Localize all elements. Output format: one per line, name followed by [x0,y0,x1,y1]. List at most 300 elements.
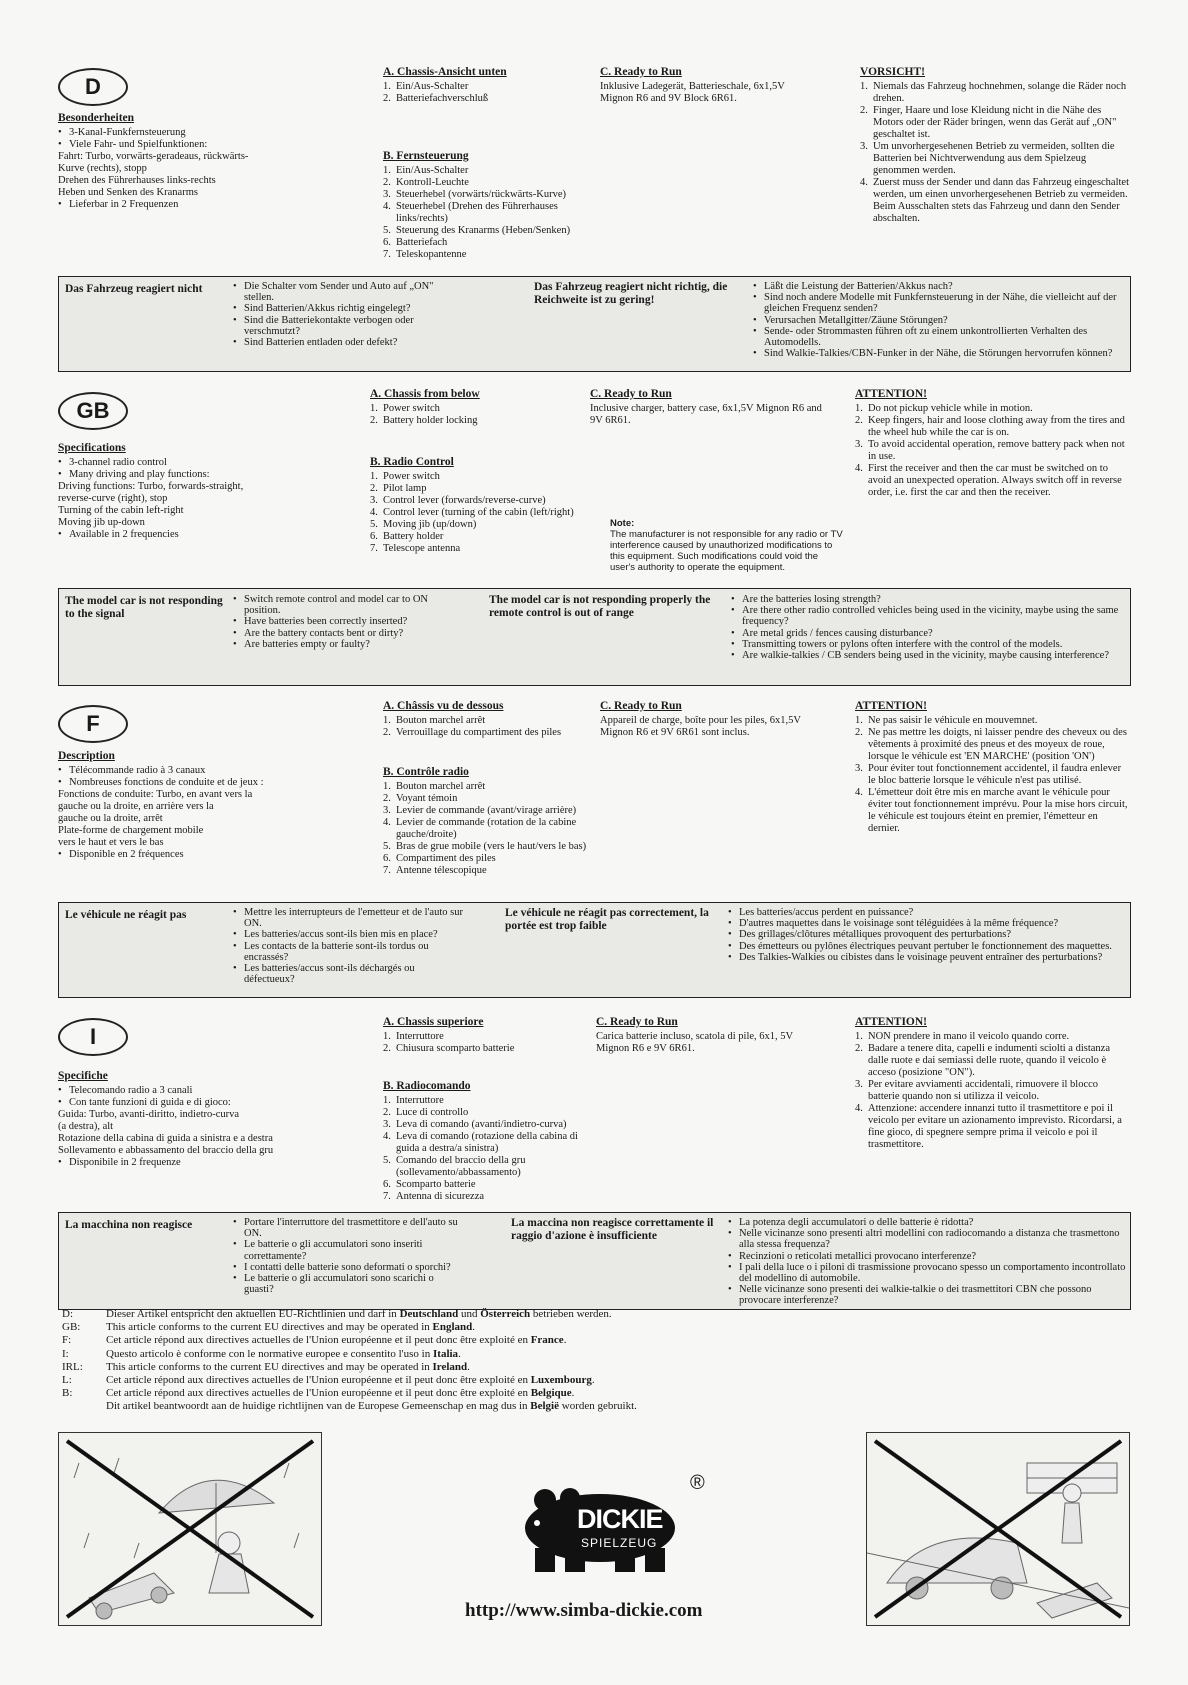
remote-control-block-title: B. Fernsteuerung [383,150,469,162]
list-item [731,594,1126,605]
item-text: Per evitare avviamenti accidentali, rimuovere il blocco batterie quando non si utilizza il veicolo. [868,1079,1099,1102]
list-item [233,337,453,348]
list-item [383,1119,593,1131]
conformity-text: betrieben werden. [530,1308,612,1320]
item-text: Scomparto batterie [396,1179,476,1190]
chassis-block [383,700,593,739]
item-text: Zuerst muss der Sender und dann das Fahrzeug eingeschaltet werden, um einen unvorhergesehenen Betrieb zu vermeiden. Beim Ausschalten stets das Fahrzeug und dann den Sender abschalten. [873,177,1130,224]
list-item [370,483,580,495]
list-item [383,165,593,177]
list-item [58,127,298,139]
website-url[interactable]: http://www.simba-dickie.com [465,1600,703,1621]
list-item [855,787,1130,835]
item-text: Voyant témoin [396,793,458,804]
trouble-list-2 [753,281,1125,359]
item-text: Are batteries empty or faulty? [244,638,370,650]
logo-brand: DICKIE [577,1504,663,1534]
specifications-block [58,112,298,211]
item-number: 3. [860,141,868,152]
list-item-text: Con tante funzioni di guida e di gioco: [69,1097,231,1108]
remote-control-block [383,1080,593,1203]
item-number: 6. [370,531,378,542]
chassis-block [383,66,593,105]
note-block [610,518,845,573]
list-item [855,1031,1130,1043]
list-item [860,105,1130,141]
conformity-text: . [458,1347,461,1360]
list-item [233,1262,463,1273]
country-code: IRL: [62,1360,83,1373]
list-item [370,403,580,415]
conformity-text: Dit artikel beantwoordt aan de huidige richtlijnen van de Europese Gemeenschap en mag dus in [106,1400,531,1413]
item-text: Switch remote control and model car to ON position. [244,594,428,617]
warning-block-title: VORSICHT! [860,66,925,78]
item-number: 4. [860,177,868,188]
specifications-title: Specifications [58,442,126,454]
item-text: Recinzioni o reticolati metallici provocano interferenze? [739,1250,977,1262]
list-item [855,1103,1130,1151]
item-number: 1. [383,715,391,726]
item-number: 2. [855,1043,863,1054]
list-item [383,81,593,93]
trouble-label-2: Le véhicule ne réagit pas correctement, la portée est trop faible [505,907,709,932]
conformity-text: . [591,1374,595,1387]
item-number: 1. [860,81,868,92]
conformity-row [62,1308,637,1321]
item-text: Are there other radio controlled vehicles being used in the vicinity, maybe using the same frequency? [742,605,1119,628]
item-text: Luce di controllo [396,1107,469,1118]
warning-block-title: ATTENTION! [855,388,927,400]
item-text: Pour éviter tout fonctionnement accidentel, il faudra enlever le bloc batterie lorsque le véhicule n'est pas utilisé. [868,763,1122,786]
warning-block [860,66,1130,225]
ready-to-run-text: Appareil de charge, boîte pour les piles, 6x1,5V Mignon R6 et 9V 6R61 sont inclus. [600,715,801,738]
list-item [233,594,438,616]
list-item [855,715,1130,727]
list-item-text: Heben und Senken des Kranarms [58,187,198,198]
list-item-text: Fahrt: Turbo, vorwärts-geradeaus, rückwärts- [58,151,249,162]
item-text: Les batteries/accus perdent en puissance? [739,907,914,918]
list-item [58,457,298,469]
item-text: La potenza degli accumulatori o delle batterie è ridotta? [739,1217,974,1228]
list-item-text: Plate-forme de chargement mobile [58,825,204,836]
country-code: F: [62,1334,72,1347]
ready-to-run-block [596,1016,826,1055]
item-text: Batteriefach [396,237,448,248]
list-item [383,865,593,877]
item-number: 7. [383,249,391,260]
list-item [233,281,453,303]
item-text: I pali della luce o i piloni di trasmissione provocano spesso un comportamento incontrollato del modellino di automobile. [739,1261,1126,1285]
item-number: 5. [383,841,391,852]
note-title: Note: [610,518,635,529]
remote-control-block-title: B. Contrôle radio [383,766,469,778]
item-text: Kontroll-Leuchte [396,177,469,188]
note-text: The manufacturer is not responsible for any radio or TV interference caused by unauthorized modifications to this equipment. Such modifications could void the user's authority to operate the equipment. [610,529,843,573]
item-number: 1. [855,715,863,726]
list-item [728,907,1126,918]
list-item [233,616,438,627]
item-number: 2. [370,483,378,494]
list-item [233,907,463,929]
item-number: 4. [383,817,391,828]
list-item [731,639,1126,650]
language-badge: GB [58,392,128,430]
trouble-list-2 [728,1217,1126,1307]
item-text: Ne pas saisir le véhicule en mouvemnet. [868,715,1038,726]
list-item [233,628,438,639]
item-text: Ein/Aus-Schalter [396,81,469,92]
list-item [383,781,593,793]
specifications-list [58,1085,298,1169]
item-text: Sind Walkie-Talkies/CBN-Funker in der Nähe, die Störungen hervorrufen können? [764,348,1113,360]
item-text: Are the battery contacts bent or dirty? [244,627,404,639]
list-item-text: Many driving and play functions: [69,469,210,480]
item-text: Finger, Haare und lose Kleidung nicht in die Nähe des Motors oder der Räder bringen, wenn das Gerät auf „ON" geschaltet ist. [873,105,1117,140]
list-item [383,1107,593,1119]
chassis-block-list [370,403,580,427]
country-name: England [432,1321,473,1334]
item-number: 2. [383,1043,391,1054]
list-item [383,1043,593,1055]
list-item [383,225,593,237]
item-text: Are walkie-talkies / CB senders being used in the vicinity, maybe causing interference? [742,650,1109,662]
chassis-block-title: A. Chassis from below [370,388,480,400]
country-name: België [530,1400,559,1413]
list-item [383,1155,593,1179]
list-item [383,1131,593,1155]
list-item [370,531,580,543]
item-number: 3. [383,805,391,816]
country-code: D: [62,1308,73,1320]
ready-to-run-block [600,66,820,105]
item-text: Sende- oder Strommasten führen oft zu einem unkontrollierten Verhalten des Automodells. [764,325,1088,349]
item-text: Interruttore [396,1095,444,1106]
item-number: 1. [383,781,391,792]
item-text: I contatti delle batterie sono deformati o sporchi? [244,1261,451,1273]
warning-block [855,700,1130,835]
conformity-row [62,1321,637,1334]
item-number: 2. [860,105,868,116]
trouble-label-1: La macchina non reagisce [65,1219,193,1231]
item-text: Nelle vicinanze sono presenti dei walkie-talkie o dei trasmettitori CBN che possono provocare interferenze? [739,1284,1092,1307]
list-item [370,471,580,483]
item-number: 2. [855,415,863,426]
chassis-block [383,1016,593,1055]
item-text: Bouton marchel arrêt [396,781,486,792]
item-text: Steuerung des Kranarms (Heben/Senken) [396,225,571,236]
conformity-text: This article conforms to the current EU directives and may be operated in [106,1321,433,1334]
item-text: Are the batteries losing strength? [742,594,881,605]
item-text: Bouton marchel arrêt [396,715,486,726]
item-number: 1. [383,1031,391,1042]
item-text: Verursachen Metallgitter/Zäune Störungen? [764,314,948,326]
item-text: Compartiment des piles [396,853,496,864]
item-number: 5. [370,519,378,530]
item-number: 4. [855,787,863,798]
language-badge: D [58,68,128,106]
list-item [58,849,298,861]
list-item [728,941,1126,952]
remote-control-block [383,766,593,877]
item-text: Sind Batterien entladen oder defekt? [244,337,398,349]
conformity-text: . [467,1360,470,1373]
remote-control-block [370,456,580,555]
list-item [855,415,1130,439]
item-text: Chiusura scomparto batterie [396,1043,515,1054]
list-item [728,1251,1126,1262]
chassis-block-title: A. Chassis superiore [383,1016,484,1028]
item-text: Des émetteurs ou pylônes électriques peuvant pertuber le fonctionnement des maquettes. [739,940,1112,952]
trouble-list-2 [728,907,1126,963]
list-item [383,853,593,865]
country-name: Deutschland [399,1308,459,1320]
trouble-label-2: The model car is not responding properly the remote control is out of range [489,594,711,619]
item-text: Have batteries been correctly inserted? [244,616,408,628]
trouble-label-2: La maccina non reagisce correttamente il raggio d'azione è insufficiente [511,1217,714,1242]
list-item [233,303,453,314]
trouble-list-1 [233,907,463,985]
item-text: Badare a tenere dita, capelli e indumenti sciolti a distanza dalle ruote e dai semiassi delle ruote, quando il veicolo è acceso (posizione "ON"). [868,1043,1110,1078]
item-text: Power switch [383,471,440,482]
list-item [58,1097,298,1157]
list-item [728,918,1126,929]
list-item [58,139,298,199]
list-item-text: gauche ou la droite, en arrière vers la [58,801,214,812]
item-number: 6. [383,237,391,248]
list-item [58,765,298,777]
list-item-text: reverse-curve (right), stop [58,493,168,504]
troubleshooting-box [58,902,1131,998]
item-text: D'autres maquettes dans le voisinage sont téléguidées à la même fréquence? [739,918,1059,930]
ready-to-run-title: C. Ready to Run [596,1016,678,1028]
list-item [383,189,593,201]
list-item [383,201,593,225]
item-text: Ne pas mettre les doigts, ni laisser pendre des cheveux ou des vêtements à proximité des pneus et des moyeux de roue, lorsque le véhicule est 'EN MARCHE' (position 'ON') [868,727,1127,762]
item-text: Transmitting towers or pylons often interfere with the control of the models. [742,638,1063,650]
ready-to-run-block [600,700,830,739]
item-number: 2. [370,415,378,426]
item-text: Battery holder [383,531,444,542]
list-item [383,805,593,817]
list-item [58,777,298,849]
conformity-row [62,1387,637,1400]
list-item [728,1217,1126,1228]
specifications-title: Description [58,750,115,762]
list-item [383,817,593,841]
conformity-text: und [458,1308,481,1320]
item-number: 4. [855,1103,863,1114]
dickie-logo [515,1472,715,1578]
item-text: Comando del braccio della gru (sollevamento/abbassamento) [396,1155,526,1178]
conformity-row [62,1361,637,1374]
list-item [383,715,593,727]
trouble-list-2 [731,594,1126,661]
warning-block-title: ATTENTION! [855,1016,927,1028]
item-number: 2. [383,93,391,104]
list-item-text: gauche ou la droite, arrêt [58,813,163,824]
item-number: 1. [855,403,863,414]
trouble-list-1 [233,281,453,348]
list-item-text: Telecomando radio a 3 canali [69,1085,193,1096]
list-item [383,237,593,249]
warning-block [855,1016,1130,1151]
list-item [233,1217,463,1239]
item-text: Keep fingers, hair and loose clothing away from the tires and the wheel hub while the car is on. [868,415,1125,438]
item-text: Moving jib (up/down) [383,519,477,530]
list-item [58,199,298,211]
item-text: Les batteries/accus sont-ils déchargés ou défectueux? [244,963,415,986]
item-text: Läßt die Leistung der Batterien/Akkus nach? [764,281,953,292]
list-item [860,141,1130,177]
registered-mark: ® [690,1472,705,1494]
specifications-block [58,442,298,541]
item-number: 2. [855,727,863,738]
language-badge: F [58,705,128,743]
list-item-text: Viele Fahr- und Spielfunktionen: [69,139,208,150]
list-item [860,81,1130,105]
list-item [233,941,463,963]
country-code: B: [62,1387,73,1400]
item-number: 3. [855,763,863,774]
item-number: 7. [383,1191,391,1202]
item-text: Teleskopantenne [396,249,467,260]
specifications-block [58,750,298,861]
item-number: 2. [383,1107,391,1118]
list-item-text: Driving functions: Turbo, forwards-straight, [58,481,244,492]
list-item [58,529,298,541]
list-item [383,1179,593,1191]
item-number: 3. [383,189,391,200]
item-text: Les batteries/accus sont-ils bien mis en place? [244,929,438,941]
country-name: Luxembourg [530,1374,592,1387]
item-number: 5. [383,225,391,236]
list-item [370,495,580,507]
list-item [728,952,1126,963]
list-item [233,1273,463,1295]
chassis-block-list [383,1031,593,1055]
warning-illustration-rain [58,1432,322,1626]
item-number: 1. [383,81,391,92]
item-text: Leva di comando (rotazione della cabina di guida a destra/a sinistra) [396,1131,578,1154]
item-text: Levier de commande (avant/virage arrière) [396,805,577,816]
item-text: To avoid accidental operation, remove battery pack when not in use. [868,439,1125,462]
item-text: Steuerhebel (vorwärts/rückwärts-Kurve) [396,189,566,200]
troubleshooting-box [58,588,1131,686]
item-text: Bras de grue mobile (vers le haut/vers le bas) [396,841,587,852]
warning-block [855,388,1130,499]
chassis-block-list [383,715,593,739]
ready-to-run-title: C. Ready to Run [600,66,682,78]
list-item [58,1157,298,1169]
trouble-label-2: Das Fahrzeug reagiert nicht richtig, die Reichweite ist zu gering! [534,281,728,306]
item-number: 5. [383,1155,391,1166]
item-number: 1. [383,1095,391,1106]
list-item [383,249,593,261]
list-item-text: Fonctions de conduite: Turbo, en avant vers la [58,789,253,800]
list-item [383,841,593,853]
country-name: France [530,1334,564,1347]
list-item [383,93,593,105]
country-name: Italia [433,1347,459,1360]
list-item [233,929,463,940]
trouble-label-1: Le véhicule ne réagit pas [65,909,187,921]
item-number: 4. [383,201,391,212]
item-text: Des Talkies-Walkies ou cibistes dans le voisinage peuvent entraîner des perturbations? [739,951,1103,963]
ready-to-run-text: Carica batterie incluso, scatola di pile, 6x1, 5V Mignon R6 e 9V 6R61. [596,1031,793,1054]
warning-illustration-street [866,1432,1130,1626]
specifications-list [58,127,298,211]
item-number: 2. [383,177,391,188]
conformity-row [62,1374,637,1387]
list-item [728,929,1126,940]
conformity-text: Questo articolo è conforme con le normative europee e consentito l'uso in [106,1347,433,1360]
specifications-block [58,1070,298,1169]
item-text: Die Schalter vom Sender und Auto auf „ON" stellen. [244,281,434,304]
item-text: First the receiver and then the car must be switched on to avoid an unexpected operation. Always switch off in reverse order, i.e. first the car and then the receiver. [868,463,1122,498]
chassis-block-title: A. Châssis vu de dessous [383,700,504,712]
list-item [855,1043,1130,1079]
item-text: Batteriefachverschluß [396,93,489,104]
item-number: 2. [383,727,391,738]
conformity-list [62,1308,637,1414]
remote-control-block-list [383,781,593,877]
list-item-text: Guida: Turbo, avanti-diritto, indietro-curva [58,1109,240,1120]
item-text: Ein/Aus-Schalter [396,165,469,176]
ready-to-run-title: C. Ready to Run [590,388,672,400]
remote-control-block-title: B. Radiocomando [383,1080,471,1092]
item-text: Power switch [383,403,440,414]
chassis-block-title: A. Chassis-Ansicht unten [383,66,507,78]
item-text: Interruttore [396,1031,444,1042]
warning-block-list [855,715,1130,835]
item-text: Mettre les interrupteurs de l'emetteur et de l'auto sur ON. [244,907,463,930]
item-text: Le batterie o gli accumulatori sono inseriti correttamente? [244,1239,423,1262]
item-text: Nelle vicinanze sono presenti altri modellini con radiocomando a distanza che trasmettono alla stessa frequenza? [739,1228,1120,1251]
remote-control-block-list [383,1095,593,1203]
list-item [855,403,1130,415]
specifications-list [58,457,298,541]
list-item-text: vers le haut et vers le bas [58,837,164,848]
item-text: Are metal grids / fences causing disturbance? [742,627,933,639]
item-number: 1. [383,165,391,176]
conformity-text: . [563,1334,567,1347]
ready-to-run-block [590,388,830,427]
chassis-block-list [383,81,593,105]
item-text: Pilot lamp [383,483,427,494]
item-text: Des grillages/clôtures métalliques provoquent des perturbations? [739,929,1012,941]
list-item-text: Télécommande radio à 3 canaux [69,765,206,776]
ready-to-run-title: C. Ready to Run [600,700,682,712]
item-text: Control lever (forwards/reverse-curve) [383,495,546,506]
item-text: Antenna di sicurezza [396,1191,485,1202]
item-text: Steuerhebel (Drehen des Führerhauses links/rechts) [396,201,558,224]
list-item-text: (a destra), alt [58,1121,114,1132]
list-item [233,1239,463,1261]
conformity-text: Cet article répond aux directives actuelles de l'Union européenne et il peut donc être exploité en [106,1374,531,1387]
item-text: Sind noch andere Modelle mit Funkfernsteuerung in der Nähe, die vielleicht auf der gleichen Frequenz senden? [764,292,1117,315]
chassis-block [370,388,580,427]
list-item [753,348,1125,359]
warning-block-list [860,81,1130,225]
conformity-text: . [571,1387,575,1400]
list-item [383,1031,593,1043]
conformity-text: worden gebruikt. [559,1400,637,1413]
troubleshooting-box [58,1212,1131,1310]
item-text: Le batterie o gli accumulatori sono scarichi o guasti? [244,1273,434,1296]
conformity-row [62,1400,637,1413]
language-badge: I [58,1018,128,1056]
warning-block-list [855,403,1130,499]
